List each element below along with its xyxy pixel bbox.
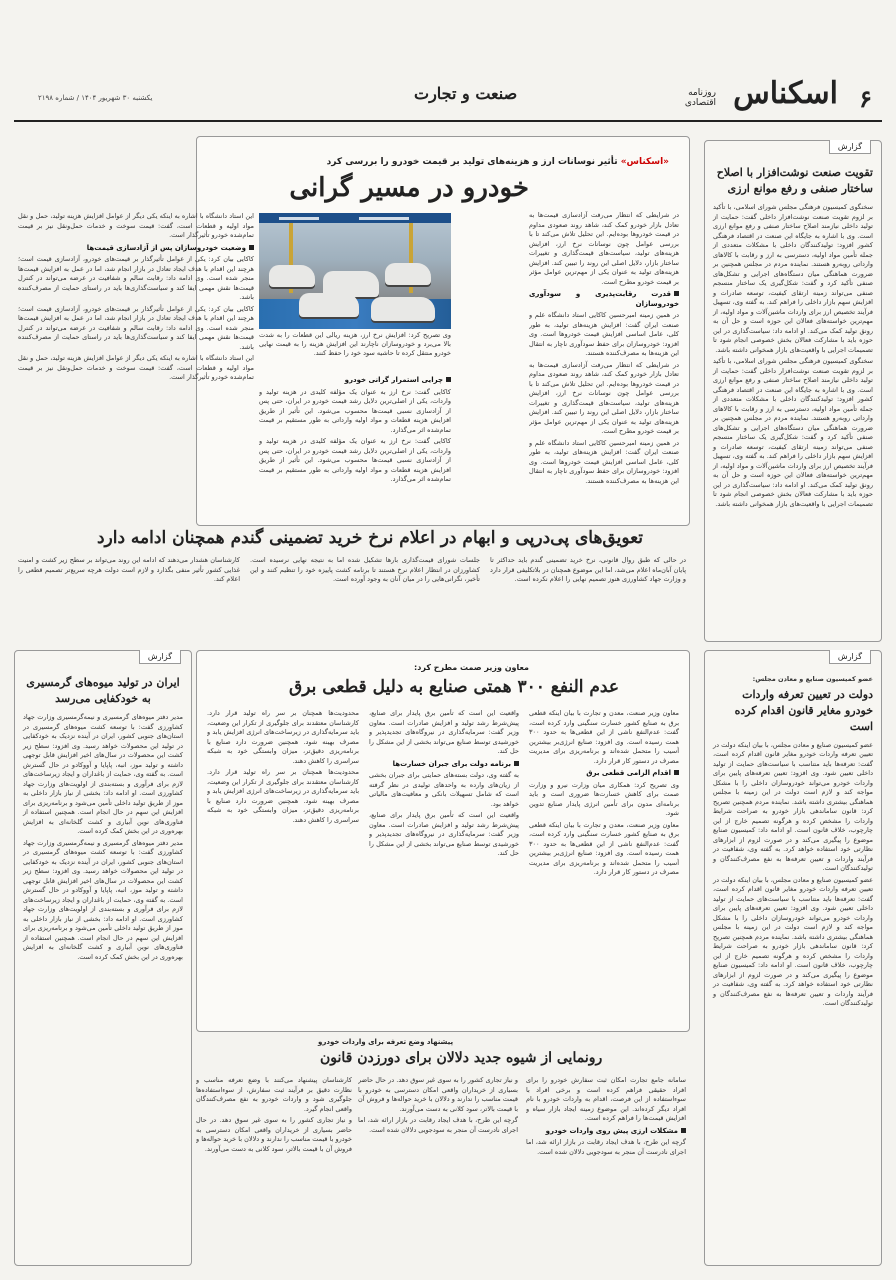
car-factory-photo <box>259 213 451 329</box>
bottom-column-1: سامانه جامع تجارت امکان ثبت سفارش خودرو را برای افراد حقیقی فراهم کرده است و برخی افراد با سوءاستفاده از این فرصت، اقدام به واردات خودرو با نام افراد دیگر کرده‌اند. این موضوع زمینه ایجاد بازار سیاه و افزایش قیمت‌ها را فراهم کرده است. مشکلات ارزی پیش روی واردات خودرو گرچه این طرح، با هدف ایجاد رقابت در بازار ارائه شد، اما اجرای نادرست آن منجر به سودجویی دلالان شده است. <box>526 1076 686 1156</box>
photo-caption: وی تصریح کرد: افزایش نرخ ارز، هزینه ریالی این قطعات را به شدت بالا می‌برد و خودروسازان ناچارند این افزایش هزینه را به قیمت نهایی خودرو منتقل کرده تا حاشیه سود خود را حفظ کنند. <box>259 331 451 357</box>
article-column-2: واقعیت این است که تأمین برق پایدار برای صنایع، پیش‌شرط رشد تولید و افزایش صادرات است. معاون وزیر گفت: سرمایه‌گذاری در نیروگاه‌های تجدیدپذیر و خورشیدی توسط صنایع می‌تواند بخشی از این مشکل را حل کند. برنامه دولت برای جبران خسارت‌ها به گفته وی، دولت بسته‌های حمایتی برای جبران بخشی از زیان‌های وارده به واحدهای تولیدی در نظر گرفته است که شامل تسهیلات بانکی و معافیت‌های مالیاتی خواهد بود. واقعیت این است که تأمین برق پایدار برای صنایع، پیش‌شرط رشد تولید و افزایش صادرات است. معاون وزیر گفت: سرمایه‌گذاری در نیروگاه‌های تجدیدپذیر و خورشیدی توسط صنایع می‌تواند بخشی از این مشکل را حل کند. <box>369 709 519 857</box>
wheat-column-1: در حالی که طبق روال قانونی، نرخ خرید تضمینی گندم باید حداکثر تا پایان آبان‌ماه اعلام می‌شد، اما این موضوع همچنان در بلاتکلیفی قرار دارد و وزارت جهاد کشاورزی هنوز تصمیم نهایی را اعلام نکرده است. <box>490 556 686 583</box>
bottom-column-3: کارشناسان پیشنهاد می‌کنند با وضع تعرفه مناسب و نظارت دقیق بر فرآیند ثبت سفارش، از سوءاستفاده‌ها جلوگیری شود و واردات خودرو به نفع مصرف‌کنندگان واقعی انجام گیرد. و نیاز تجاری کشور را به سوی غیر سوق دهد. در حال حاضر بسیاری از خریداران واقعی امکان دسترسی به خودرو با قیمت مناسب را ندارند و دلالان با خرید حواله‌ها و فروش آن با قیمت بالاتر، سود کلانی به دست می‌آورند. <box>196 1076 352 1153</box>
bottom-article-headline: رونمایی از شیوه جدید دلالان برای دورزدن قانون <box>320 1050 603 1066</box>
page-number: ۶ <box>859 84 872 113</box>
article-column-3: این استاد دانشگاه با اشاره به اینکه یکی دیگر از عوامل افزایش هزینه تولید، حمل و نقل مواد اولیه و قطعات است، گفت: قیمت سوخت و خدمات حمل‌ونقل نیز بر قیمت تمام‌شده خودرو تأثیرگذار است. وضعیت خودروسازان پس از آزادسازی قیمت‌ها کاکایی بیان کرد: یکی از عوامل تأثیرگذار بر قیمت‌های خودرو، آزادسازی قیمت است؛ هرچند این اقدام با هدف ایجاد تعادل در بازار انجام شد، اما در عمل به افزایش قیمت‌ها منجر شده است. وی ادامه داد: رقابت سالم و شفافیت در عرضه می‌تواند در کنترل قیمت‌ها نقش مهمی ایفا کند و سیاست‌گذاری‌ها باید در راستای حمایت از مصرف‌کننده باشد. کاکایی بیان کرد: یکی از عوامل تأثیرگذار بر قیمت‌های خودرو، آزادسازی قیمت است؛ هرچند این اقدام با هدف ایجاد تعادل در بازار انجام شد، اما در عمل به افزایش قیمت‌ها منجر شده است. وی ادامه داد: رقابت سالم و شفافیت در عرضه می‌تواند در کنترل قیمت‌ها نقش مهمی ایفا کند و سیاست‌گذاری‌ها باید در راستای حمایت از مصرف‌کننده باشد. این استاد دانشگاه با اشاره به اینکه یکی دیگر از عوامل افزایش هزینه تولید، حمل و نقل مواد اولیه و قطعات است، گفت: قیمت سوخت و خدمات حمل‌ونقل نیز بر قیمت تمام‌شده خودرو تأثیرگذار است. <box>18 212 254 381</box>
main-article-car-prices <box>196 136 690 526</box>
wheat-column-3: کارشناسان هشدار می‌دهند که ادامه این روند می‌تواند بر سطح زیر کشت و امنیت غذایی کشور تأثیر منفی بگذارد و لازم است دولت هرچه سریع‌تر تصمیم قطعی را اعلام کند. <box>18 556 240 583</box>
logo: اسکناس <box>733 76 838 111</box>
report-title: ایران در تولید میوه‌های گرمسیری به خودکفایی می‌رسد <box>26 676 180 705</box>
article-column-1: معاون وزیر صنعت، معدن و تجارت با بیان اینکه قطعی برق به صنایع کشور خسارت سنگینی وارد کرده است، گفت: عدم‌النفع ناشی از این قطعی‌ها به حدود ۳۰۰ همت رسیده است. وی افزود: صنایع انرژی‌بر بیشترین آسیب را متحمل شده‌اند و برنامه‌ریزی برای مدیریت مصرف در دستور کار قرار دارد. اقدام الزامی قطعی برق وی تصریح کرد: همکاری میان وزارت نیرو و وزارت صمت برای کاهش خسارت‌ها ضروری است و باید برنامه‌ای مدون برای تأمین انرژی پایدار صنایع تدوین شود. معاون وزیر صنعت، معدن و تجارت با بیان اینکه قطعی برق به صنایع کشور خسارت سنگینی وارد کرده است، گفت: عدم‌النفع ناشی از این قطعی‌ها به حدود ۳۰۰ همت رسیده است. وی افزود: صنایع انرژی‌بر بیشترین آسیب را متحمل شده‌اند و برنامه‌ریزی برای مدیریت مصرف در دستور کار قرار دارد. <box>529 709 679 876</box>
article-kicker: معاون وزیر صمت مطرح کرد: <box>414 663 529 672</box>
report-box-car-tariff <box>704 650 882 1266</box>
bottom-article-kicker: پیشنهاد وضع تعرفه برای واردات خودرو <box>318 1038 454 1046</box>
report-title: دولت در تعیین تعرفه واردات خودرو مغایر قانون اقدام کرده است <box>734 687 873 733</box>
report-tag: گزارش <box>829 650 871 664</box>
issue-info: یکشنبه ۳۰ شهریور ۱۴۰۴ / شماره ۲۱۹۸ <box>38 94 153 102</box>
article-kicker: «اسکناس» تأثیر نوسانات ارز و هزینه‌های تولید بر قیمت خودرو را بررسی کرد <box>326 157 669 167</box>
report-body: سخنگوی کمیسیون فرهنگی مجلس شورای اسلامی، با تأکید بر لزوم تقویت صنعت نوشت‌افزار داخلی گفت: حمایت از تولید داخلی نیازمند اصلاح ساختار صنفی و رفع موانع ارزی است. وی با اشاره به جایگاه این صنعت در اقتصاد فرهنگی کشور افزود: تولیدکنندگان داخلی با مشکلات متعددی از جمله تأمین مواد اولیه، دسترسی به ارز و رقابت با کالاهای وارداتی روبه‌رو هستند. نماینده مردم در مجلس همچنین بر ضرورت هماهنگی میان دستگاه‌های اجرایی و تشکل‌های صنفی تأکید کرد و گفت: شکل‌گیری یک ساختار منسجم صنفی می‌تواند زمینه ارتقای کیفیت، توسعه صادرات و افزایش سهم بازار داخلی را فراهم کند. به گفته وی، تسهیل فرآیند تخصیص ارز برای واردات ماشین‌آلات و مواد اولیه، از مهم‌ترین خواسته‌های فعالان این حوزه است و حل آن به رونق تولید کمک می‌کند. او ادامه داد: سیاست‌گذاری در این حوزه باید با مشارکت فعالان بخش خصوصی انجام شود تا تصمیمات اجرایی با واقعیت‌های بازار همخوانی داشته باشد. سخنگوی کمیسیون فرهنگی مجلس شورای اسلامی، با تأکید بر لزوم تقویت صنعت نوشت‌افزار داخلی گفت: حمایت از تولید داخلی نیازمند اصلاح ساختار صنفی و رفع موانع ارزی است. وی با اشاره به جایگاه این صنعت در اقتصاد فرهنگی کشور افزود: تولیدکنندگان داخلی با مشکلات متعددی از جمله تأمین مواد اولیه، دسترسی به ارز و رقابت با کالاهای وارداتی روبه‌رو هستند. نماینده مردم در مجلس همچنین بر ضرورت هماهنگی میان دستگاه‌های اجرایی و تشکل‌های صنفی تأکید کرد و گفت: شکل‌گیری یک ساختار منسجم صنفی می‌تواند زمینه ارتقای کیفیت، توسعه صادرات و افزایش سهم بازار داخلی را فراهم کند. به گفته وی، تسهیل فرآیند تخصیص ارز برای واردات ماشین‌آلات و مواد اولیه، از مهم‌ترین خواسته‌های فعالان این حوزه است و حل آن به رونق تولید کمک می‌کند. او ادامه داد: سیاست‌گذاری در این حوزه باید با مشارکت فعالان بخش خصوصی انجام شود تا تصمیمات اجرایی با واقعیت‌های بازار همخوانی داشته باشد. <box>713 203 873 508</box>
bottom-column-2: و نیاز تجاری کشور را به سوی غیر سوق دهد. در حال حاضر بسیاری از خریداران واقعی امکان دسترسی به خودرو با قیمت مناسب را ندارند و دلالان با خرید حواله‌ها و فروش آن با قیمت بالاتر، سود کلانی به دست می‌آورند. گرچه این طرح، با هدف ایجاد رقابت در بازار ارائه شد، اما اجرای نادرست آن منجر به سودجویی دلالان شده است. <box>358 1076 518 1134</box>
report-box-stationery <box>704 140 882 642</box>
logo-subtitle: روزنامه اقتصادی <box>684 88 716 108</box>
report-tag: گزارش <box>829 140 871 154</box>
section-title: صنعت و تجارت <box>414 84 518 103</box>
page-header <box>14 74 882 122</box>
article-column-3: محدودیت‌ها همچنان بر سر راه تولید قرار دارد. کارشناسان معتقدند برای جلوگیری از تکرار این وضعیت، باید سرمایه‌گذاری در زیرساخت‌های انرژی افزایش یابد و مصرف بهینه شود. همچنین ضرورت دارد صنایع با برنامه‌ریزی دقیق‌تر، میزان وابستگی خود به شبکه سراسری را کاهش دهند. محدودیت‌ها همچنان بر سر راه تولید قرار دارد. کارشناسان معتقدند برای جلوگیری از تکرار این وضعیت، باید سرمایه‌گذاری در زیرساخت‌های انرژی افزایش یابد و مصرف بهینه شود. همچنین ضرورت دارد صنایع با برنامه‌ریزی دقیق‌تر، میزان وابستگی خود به شبکه سراسری را کاهش دهند. <box>207 709 359 824</box>
wheat-column-2: جلسات شورای قیمت‌گذاری بارها تشکیل شده اما به نتیجه نهایی نرسیده است. کشاورزان در انتظار اعلام نرخ هستند تا برنامه کشت پاییزه خود را تنظیم کنند و این تأخیر، نگرانی‌هایی را در میان آنان به وجود آورده است. <box>250 556 480 583</box>
report-box-tropical-fruits <box>14 650 192 1266</box>
electricity-article <box>196 650 690 1032</box>
report-body: عضو کمیسیون صنایع و معادن مجلس، با بیان اینکه دولت در تعیین تعرفه واردات خودرو مغایر قانون اقدام کرده است، گفت: تعرفه‌ها باید متناسب با سیاست‌های حمایت از تولید داخلی تعیین شود. وی افزود: تعیین تعرفه‌های پایین برای واردات خودرو می‌تواند خودروسازان داخلی را با مشکل مواجه کند و لازم است دولت در این زمینه با مجلس هماهنگی بیشتری داشته باشد. نماینده مردم همچنین تصریح کرد: قانون ساماندهی بازار خودرو به صراحت شرایط واردات را مشخص کرده و هرگونه تصمیم خارج از این چارچوب، خلاف قانون است. او ادامه داد: کمیسیون صنایع موضوع را پیگیری می‌کند و در صورت لزوم از ابزارهای نظارتی خود استفاده خواهد کرد. به گفته وی، شفافیت در فرآیند واردات و تعیین تعرفه‌ها به نفع مصرف‌کنندگان و تولیدکنندگان است. عضو کمیسیون صنایع و معادن مجلس، با بیان اینکه دولت در تعیین تعرفه واردات خودرو مغایر قانون اقدام کرده است، گفت: تعرفه‌ها باید متناسب با سیاست‌های حمایت از تولید داخلی تعیین شود. وی افزود: تعیین تعرفه‌های پایین برای واردات خودرو می‌تواند خودروسازان داخلی را با مشکل مواجه کند و لازم است دولت در این زمینه با مجلس هماهنگی بیشتری داشته باشد. نماینده مردم همچنین تصریح کرد: قانون ساماندهی بازار خودرو به صراحت شرایط واردات را مشخص کرده و هرگونه تصمیم خارج از این چارچوب، خلاف قانون است. او ادامه داد: کمیسیون صنایع موضوع را پیگیری می‌کند و در صورت لزوم از ابزارهای نظارتی خود استفاده خواهد کرد. به گفته وی، شفافیت در فرآیند واردات و تعیین تعرفه‌ها به نفع مصرف‌کنندگان و تولیدکنندگان است. <box>713 740 873 1007</box>
report-body: مدیر دفتر میوه‌های گرمسیری و نیمه‌گرمسیری وزارت جهاد کشاورزی گفت: با توسعه کشت میوه‌های گرمسیری در استان‌های جنوبی کشور، ایران در آینده نزدیک به خودکفایی در تولید این محصولات خواهد رسید. وی افزود: سطح زیر کشت این محصولات در سال‌های اخیر افزایش قابل توجهی داشته و تولید موز، انبه، پاپایا و آووکادو در حال گسترش است. به گفته وی، حمایت از باغداران و ایجاد زیرساخت‌های لازم برای فرآوری و بسته‌بندی از اولویت‌های وزارت جهاد کشاورزی است. او ادامه داد: بخشی از نیاز بازار داخلی به موز از طریق تولید داخلی تأمین می‌شود و برنامه‌ریزی برای افزایش این سهم در حال انجام است. همچنین استفاده از فناوری‌های نوین آبیاری و کشت گلخانه‌ای به افزایش بهره‌وری در این بخش کمک کرده است. مدیر دفتر میوه‌های گرمسیری و نیمه‌گرمسیری وزارت جهاد کشاورزی گفت: با توسعه کشت میوه‌های گرمسیری در استان‌های جنوبی کشور، ایران در آینده نزدیک به خودکفایی در تولید این محصولات خواهد رسید. وی افزود: سطح زیر کشت این محصولات در سال‌های اخیر افزایش قابل توجهی داشته و تولید موز، انبه، پاپایا و آووکادو در حال گسترش است. به گفته وی، حمایت از باغداران و ایجاد زیرساخت‌های لازم برای فرآوری و بسته‌بندی از اولویت‌های وزارت جهاد کشاورزی است. او ادامه داد: بخشی از نیاز بازار داخلی به موز از طریق تولید داخلی تأمین می‌شود و برنامه‌ریزی برای افزایش این سهم در حال انجام است. همچنین استفاده از فناوری‌های نوین آبیاری و کشت گلخانه‌ای به افزایش بهره‌وری در این بخش کمک کرده است. <box>23 713 183 961</box>
article-column-1: در شرایطی که انتظار می‌رفت آزادسازی قیمت‌ها به تعادل بازار خودرو کمک کند، شاهد روند صعودی مداوم در قیمت خودروها بوده‌ایم. این تحلیل تلاش می‌کند تا با بررسی عوامل چون نوسانات نرخ ارز، افزایش هزینه‌های تولید، سیاست‌های قیمت‌گذاری و تغییرات ساختار بازار، دلایل اصلی این روند را تبیین کند. افزایش هزینه‌های تولید به عنوان یکی از مهم‌ترین عوامل مؤثر بر قیمت خودرو مطرح است. قدرت رقابت‌پذیری و سودآوری خودروسازان در همین زمینه امیرحسین کاکایی استاد دانشگاه علم و صنعت ایران گفت: افزایش هزینه‌های تولید، به طور کلی، عامل اساسی افزایش قیمت خودروها است. وی افزود: خودروسازان برای حفظ سودآوری ناچار به انتقال این هزینه‌ها به مصرف‌کننده هستند. در شرایطی که انتظار می‌رفت آزادسازی قیمت‌ها به تعادل بازار خودرو کمک کند، شاهد روند صعودی مداوم در قیمت خودروها بوده‌ایم. این تحلیل تلاش می‌کند تا با بررسی عوامل چون نوسانات نرخ ارز، افزایش هزینه‌های تولید، سیاست‌های قیمت‌گذاری و تغییرات ساختار بازار، دلایل اصلی این روند را تبیین کند. افزایش هزینه‌های تولید به عنوان یکی از مهم‌ترین عوامل مؤثر بر قیمت خودرو مطرح است. در همین زمینه امیرحسین کاکایی استاد دانشگاه علم و صنعت ایران گفت: افزایش هزینه‌های تولید، به طور کلی، عامل اساسی افزایش قیمت خودروها است. وی افزود: خودروسازان برای حفظ سودآوری ناچار به انتقال این هزینه‌ها به مصرف‌کننده هستند. <box>529 211 679 485</box>
article-column-2: چرایی استمرار گرانی خودرو کاکایی گفت: نرخ ارز به عنوان یک مؤلفه کلیدی در هزینه تولید و واردات، یکی از اصلی‌ترین دلایل رشد قیمت خودرو در ایران، حتی پس از آزادسازی نسبی قیمت‌ها محسوب می‌شود. این تأثیر از طریق افزایش هزینه قطعات و مواد اولیه وارداتی به طور مستقیم بر قیمت تمام‌شده اثر می‌گذارد. کاکایی گفت: نرخ ارز به عنوان یک مؤلفه کلیدی در هزینه تولید و واردات، یکی از اصلی‌ترین دلایل رشد قیمت خودرو در ایران، حتی پس از آزادسازی نسبی قیمت‌ها محسوب می‌شود. این تأثیر از طریق افزایش هزینه قطعات و مواد اولیه وارداتی به طور مستقیم بر قیمت تمام‌شده اثر می‌گذارد. <box>259 376 451 483</box>
wheat-price-headline: تعویق‌های پی‌درپی و ابهام در اعلام نرخ خرید تضمینی گندم همچنان ادامه دارد <box>96 528 644 548</box>
article-headline: عدم النفع ۳۰۰ همتی صنایع به دلیل قطعی برق <box>289 677 619 697</box>
report-tag: گزارش <box>139 650 181 664</box>
report-title: تقویت صنعت نوشت‌افزار با اصلاح ساختار صنفی و رفع موانع ارزی <box>716 166 873 195</box>
article-headline: خودرو در مسیر گرانی <box>289 173 529 203</box>
report-pretitle: عضو کمیسیون صنایع و معادن مجلس: <box>752 675 873 683</box>
